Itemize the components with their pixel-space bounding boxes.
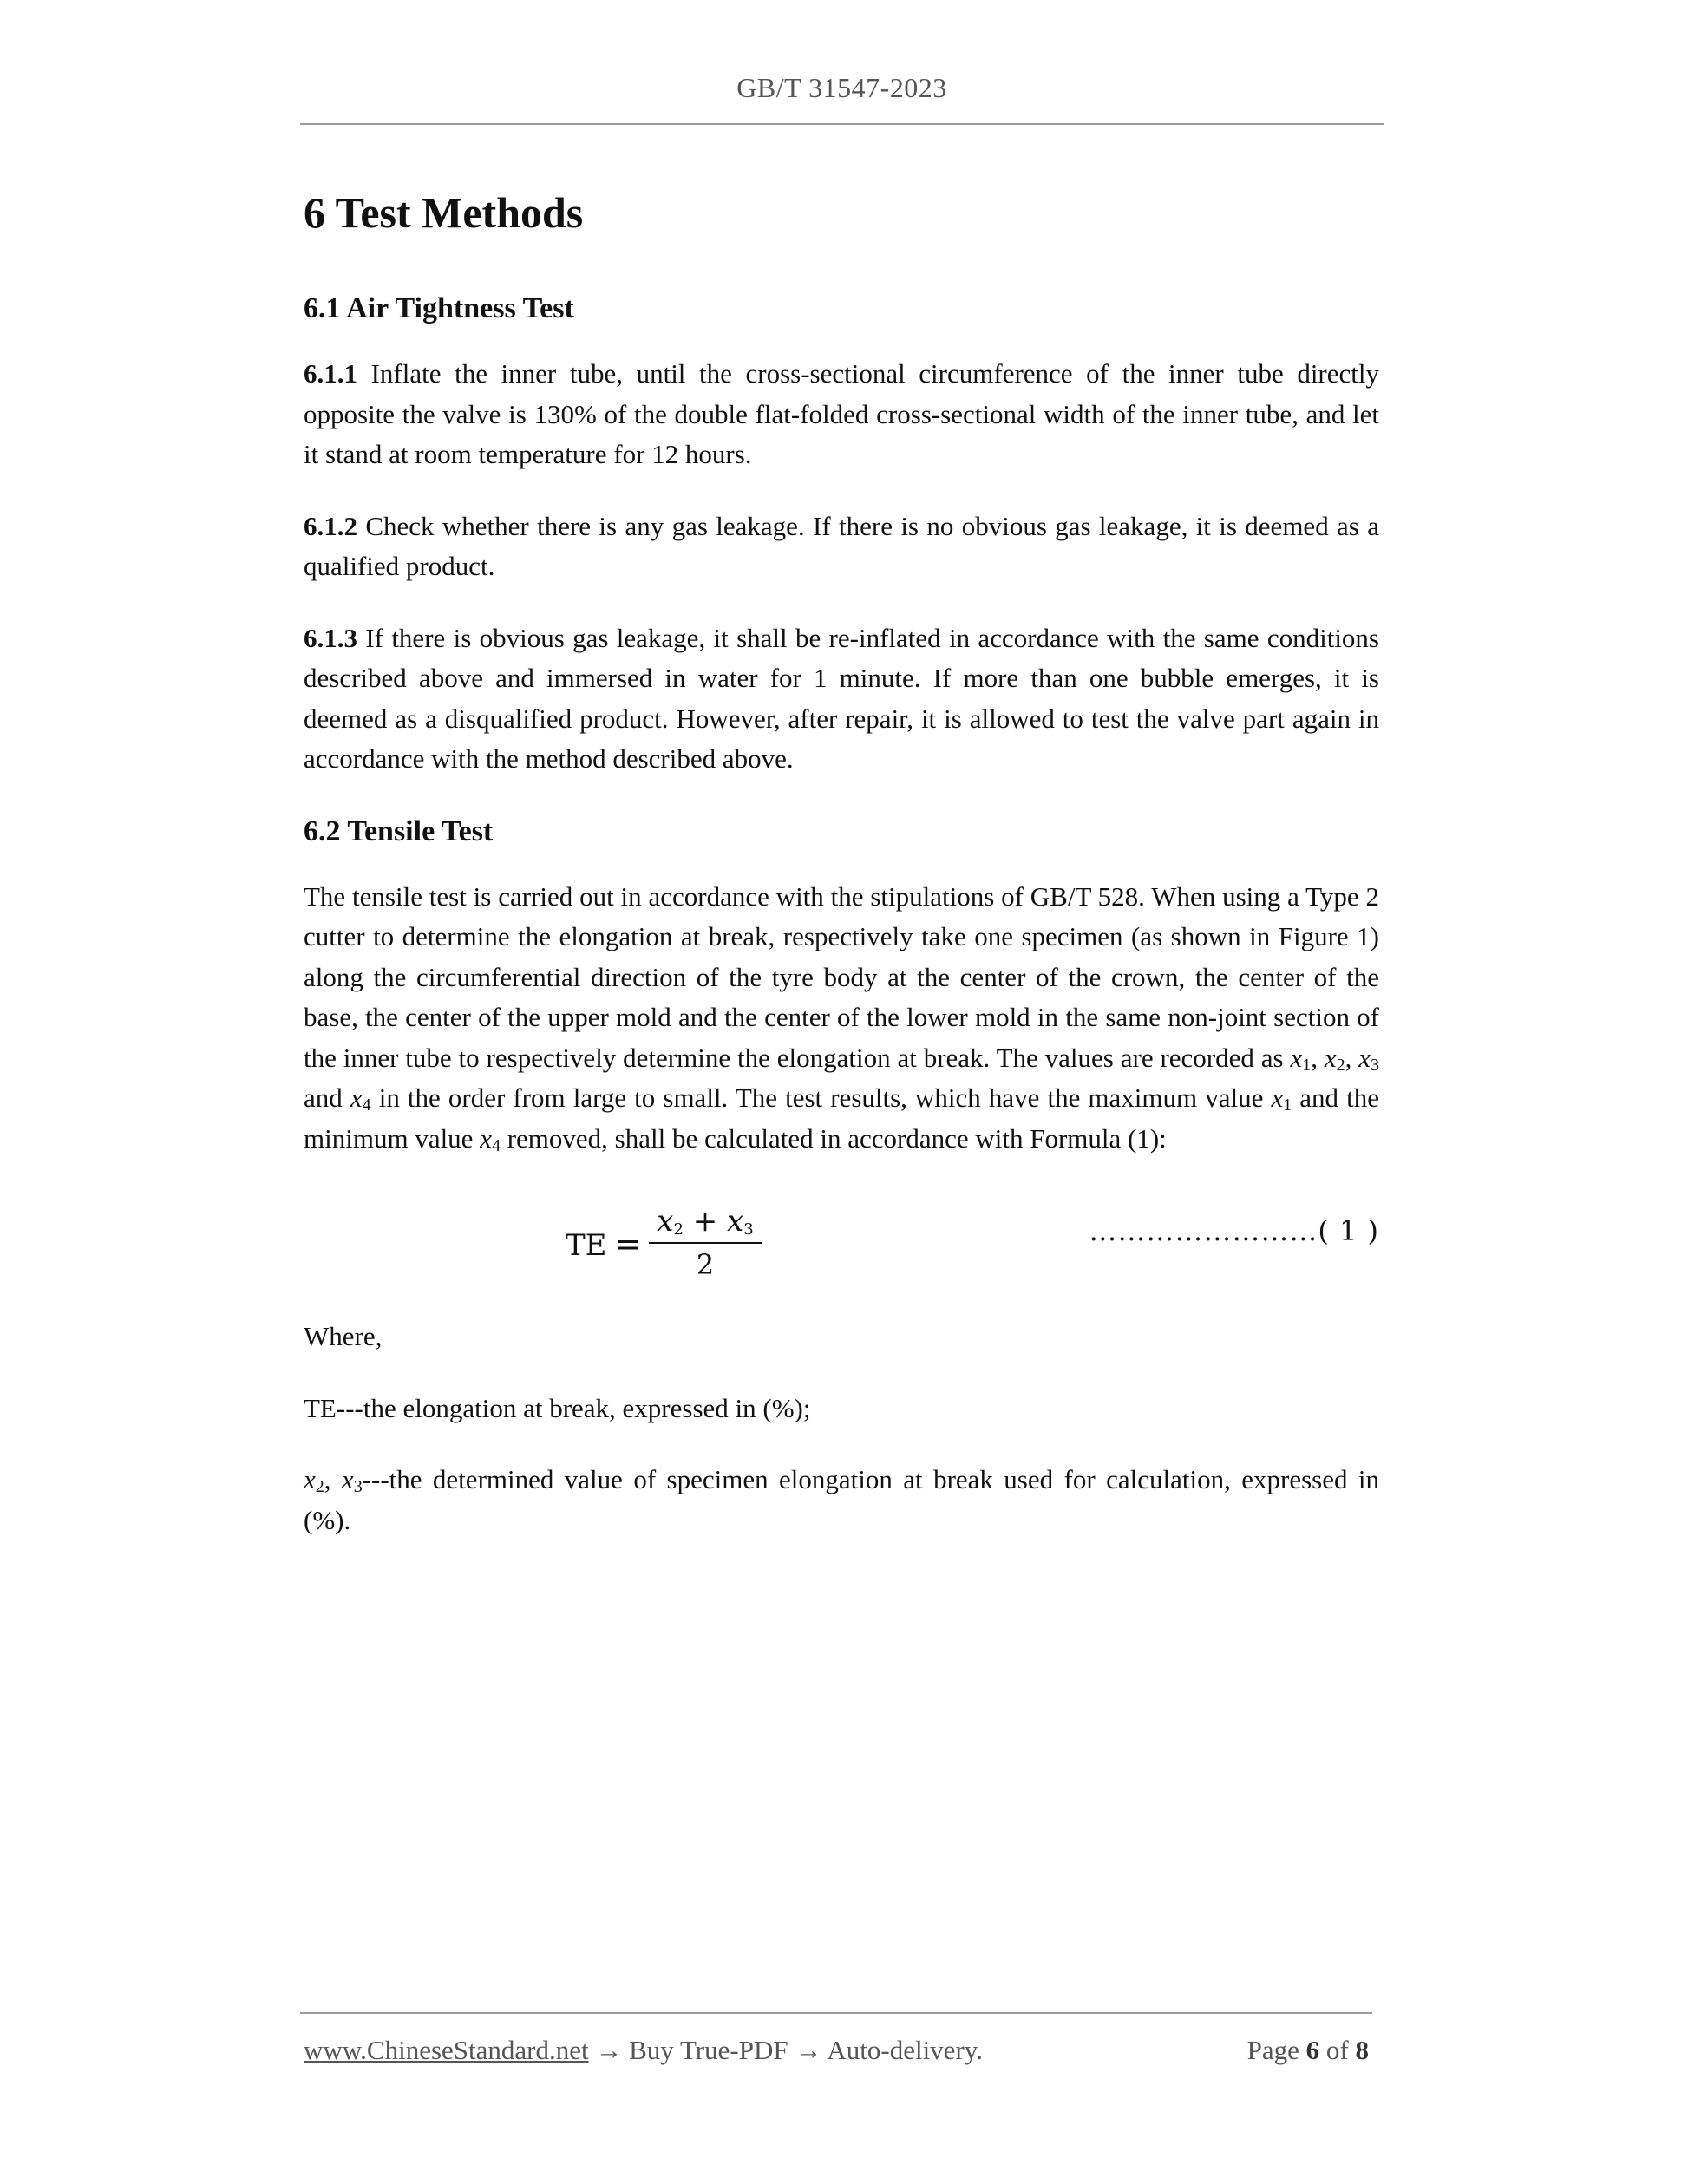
formula-lhs: TE	[566, 1228, 607, 1263]
formula-denominator: 2	[696, 1248, 715, 1281]
clause-number: 6.1.2	[304, 510, 357, 541]
subsection-title-6-2: 6.2 Tensile Test	[304, 814, 494, 847]
section-title: 6 Test Methods	[304, 188, 584, 237]
definition-x2-x3: $x_2$, $x_3--$-the determined value of specimen elongation at break used for calculation, expressed in (%).	[304, 1464, 1379, 1535]
clause-number: 6.1.1	[304, 358, 357, 389]
page-indicator: Page 6 of 8	[1246, 2035, 1369, 2065]
fraction-bar	[649, 1242, 762, 1244]
current-page: 6	[1305, 2035, 1320, 2065]
page-header	[300, 68, 1384, 125]
page-content	[304, 182, 1379, 1572]
clause-number: 6.1.3	[304, 622, 357, 653]
where-intro: Where,	[304, 1321, 383, 1351]
formula-fraction	[649, 1202, 762, 1282]
website-link[interactable]: www.ChineseStandard.net	[304, 2035, 589, 2065]
formula-number: ……………………( 1 )	[1089, 1214, 1379, 1247]
definition-te: TE---the elongation at break, expressed in (%);	[304, 1392, 811, 1423]
formula-equals: =	[614, 1225, 642, 1263]
total-pages: 8	[1355, 2035, 1369, 2065]
formula-1	[304, 1190, 1379, 1285]
paragraph-6-1-1: 6.1.1 Inflate the inner tube, until the cross-sectional circumference of the inner tube directly opposite the valve is 130% of the double flat-folded cross-sectional width of the inner tube, and let it stand at room temperature for 12 hours.	[304, 358, 1379, 469]
paragraph-6-1-3: 6.1.3 If there is obvious gas leakage, it shall be re-inflated in accordance with the same conditions described above and immersed in water for 1 minute. If more than one bubble emerges, it is deemed as a disqualified product. However, after repair, it is allowed to test the valve part again in accordance with the method described above.	[304, 622, 1379, 774]
page-footer	[300, 2012, 1372, 2065]
formula-numerator: $x_2 + x_3$	[657, 1204, 754, 1239]
subsection-title-6-1: 6.1 Air Tightness Test	[304, 292, 574, 324]
paragraph-6-1-2: 6.1.2 Check whether there is any gas leakage. If there is no obvious gas leakage, it is deemed as a qualified product.	[304, 510, 1379, 581]
document-number: GB/T 31547-2023	[736, 72, 947, 103]
footer-promo: www.ChineseStandard.net → Buy True-PDF → Auto-delivery.	[304, 2035, 983, 2065]
paragraph-tensile-test: The tensile test is carried out in accordance with the stipulations of GB/T 528. When using a Type 2 cutter to determine the elongation at break, respectively take one specimen (as shown in Figure 1) along the circumferential direction of the tyre body at the center of the crown, the center of the base, the center of the upper mold and the center of the lower mold in the same non-joint section of the inner tube to respectively determine the elongation at break. The values are recorded as $x_1$, $x_2$, $x_3$ and $x_4$ in the order from large to small. The test results, which have the maximum value $x_1$ and the minimum value $x_4$ removed, shall be calculated in accordance with Formula (1):	[304, 880, 1380, 1155]
